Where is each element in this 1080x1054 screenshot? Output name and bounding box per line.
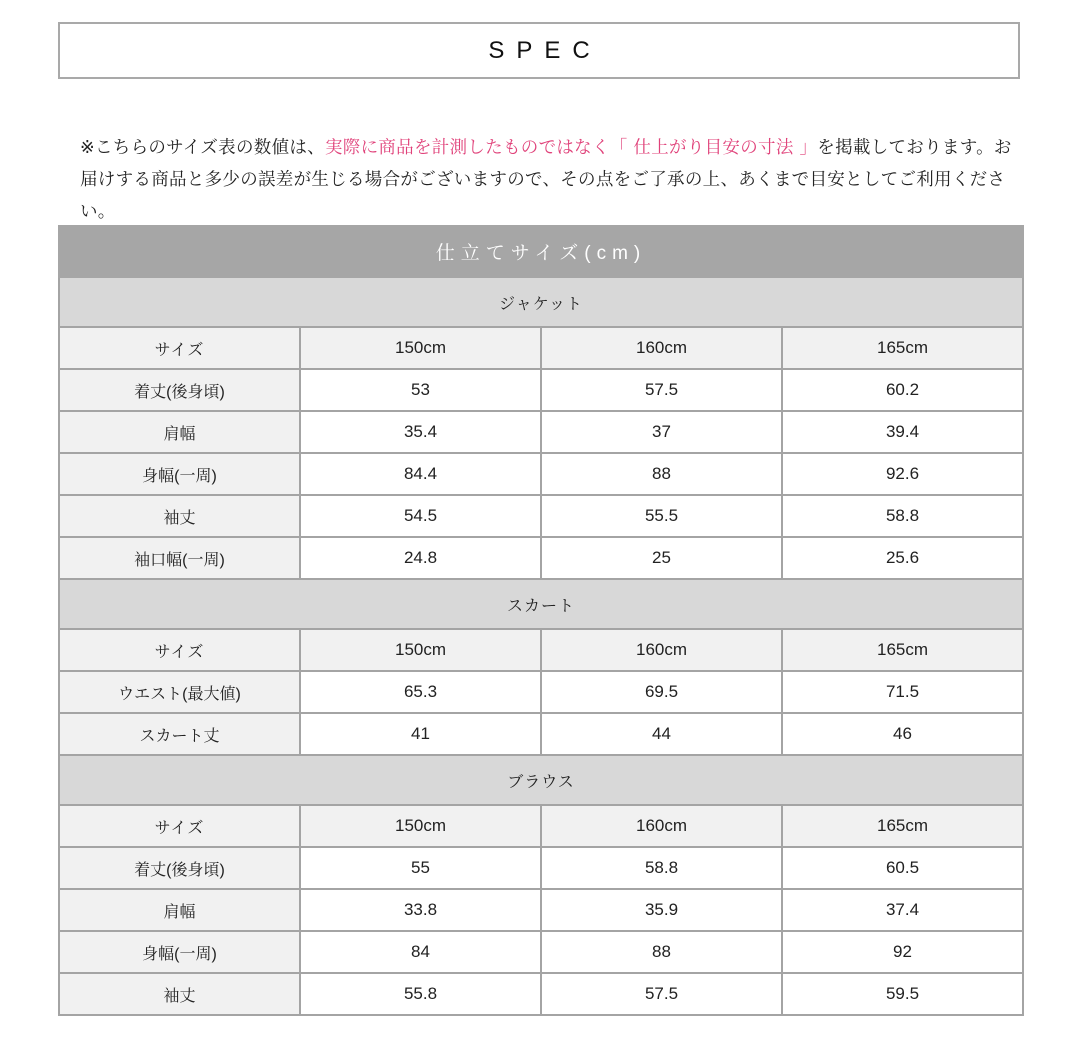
measurement-value-cell: 37 bbox=[541, 411, 782, 453]
table-row bbox=[59, 931, 1023, 973]
section-row bbox=[59, 277, 1023, 327]
measurement-value-cell: 55.8 bbox=[300, 973, 541, 1015]
header-label-cell: サイズ bbox=[59, 805, 300, 847]
measurement-value-cell: 84 bbox=[300, 931, 541, 973]
section-row bbox=[59, 579, 1023, 629]
page-title: SPEC bbox=[488, 36, 602, 64]
measurement-value-cell: 35.4 bbox=[300, 411, 541, 453]
size-header-cell: 165cm bbox=[782, 327, 1023, 369]
measurement-value-cell: 58.8 bbox=[782, 495, 1023, 537]
table-title-row bbox=[59, 226, 1023, 277]
size-header-cell: 165cm bbox=[782, 805, 1023, 847]
section-title: ジャケット bbox=[59, 277, 1023, 327]
header-label-cell: サイズ bbox=[59, 629, 300, 671]
table-row bbox=[59, 847, 1023, 889]
measurement-value-cell: 53 bbox=[300, 369, 541, 411]
table-row bbox=[59, 973, 1023, 1015]
size-header-cell: 160cm bbox=[541, 629, 782, 671]
measurement-value-cell: 69.5 bbox=[541, 671, 782, 713]
measurement-label-cell: 身幅(一周) bbox=[59, 453, 300, 495]
measurement-value-cell: 35.9 bbox=[541, 889, 782, 931]
measurement-label-cell: 袖口幅(一周) bbox=[59, 537, 300, 579]
measurement-label-cell: 袖丈 bbox=[59, 495, 300, 537]
measurement-value-cell: 54.5 bbox=[300, 495, 541, 537]
measurement-value-cell: 57.5 bbox=[541, 369, 782, 411]
measurement-label-cell: ウエスト(最大値) bbox=[59, 671, 300, 713]
measurement-value-cell: 88 bbox=[541, 453, 782, 495]
size-header-cell: 160cm bbox=[541, 805, 782, 847]
spec-header-box bbox=[58, 22, 1020, 79]
measurement-value-cell: 84.4 bbox=[300, 453, 541, 495]
table-row bbox=[59, 411, 1023, 453]
table-title: 仕立てサイズ(cm) bbox=[59, 226, 1023, 277]
size-disclaimer-note bbox=[80, 132, 1020, 228]
table-row bbox=[59, 537, 1023, 579]
measurement-value-cell: 92 bbox=[782, 931, 1023, 973]
table-row bbox=[59, 671, 1023, 713]
table-row bbox=[59, 889, 1023, 931]
section-title: スカート bbox=[59, 579, 1023, 629]
note-text-1: ※こちらのサイズ表の数値は、 bbox=[80, 137, 325, 158]
size-header-cell: 160cm bbox=[541, 327, 782, 369]
section-title: ブラウス bbox=[59, 755, 1023, 805]
measurement-value-cell: 33.8 bbox=[300, 889, 541, 931]
size-table bbox=[58, 225, 1024, 1016]
measurement-label-cell: 肩幅 bbox=[59, 889, 300, 931]
measurement-value-cell: 92.6 bbox=[782, 453, 1023, 495]
measurement-value-cell: 25 bbox=[541, 537, 782, 579]
measurement-value-cell: 59.5 bbox=[782, 973, 1023, 1015]
measurement-value-cell: 41 bbox=[300, 713, 541, 755]
table-row bbox=[59, 713, 1023, 755]
measurement-value-cell: 65.3 bbox=[300, 671, 541, 713]
measurement-value-cell: 25.6 bbox=[782, 537, 1023, 579]
table-row bbox=[59, 495, 1023, 537]
size-header-row bbox=[59, 629, 1023, 671]
measurement-value-cell: 46 bbox=[782, 713, 1023, 755]
measurement-value-cell: 24.8 bbox=[300, 537, 541, 579]
measurement-value-cell: 57.5 bbox=[541, 973, 782, 1015]
measurement-label-cell: 肩幅 bbox=[59, 411, 300, 453]
measurement-value-cell: 37.4 bbox=[782, 889, 1023, 931]
measurement-label-cell: スカート丈 bbox=[59, 713, 300, 755]
measurement-value-cell: 44 bbox=[541, 713, 782, 755]
size-header-cell: 150cm bbox=[300, 805, 541, 847]
header-label-cell: サイズ bbox=[59, 327, 300, 369]
measurement-label-cell: 着丈(後身頃) bbox=[59, 847, 300, 889]
size-header-cell: 165cm bbox=[782, 629, 1023, 671]
section-row bbox=[59, 755, 1023, 805]
note-text-2: を掲載しております。お届けする商品と多少の誤差が生じる場合がございますので、その点をご了承の上、あくまで目安としてご利用ください。 bbox=[80, 137, 1012, 222]
size-header-row bbox=[59, 327, 1023, 369]
size-header-cell: 150cm bbox=[300, 629, 541, 671]
measurement-value-cell: 71.5 bbox=[782, 671, 1023, 713]
measurement-value-cell: 88 bbox=[541, 931, 782, 973]
measurement-label-cell: 身幅(一周) bbox=[59, 931, 300, 973]
size-header-row bbox=[59, 805, 1023, 847]
measurement-value-cell: 58.8 bbox=[541, 847, 782, 889]
measurement-value-cell: 55 bbox=[300, 847, 541, 889]
table-row bbox=[59, 453, 1023, 495]
measurement-value-cell: 60.2 bbox=[782, 369, 1023, 411]
note-highlight: 実際に商品を計測したものではなく「 仕上がり目安の寸法 」 bbox=[324, 137, 818, 158]
measurement-value-cell: 60.5 bbox=[782, 847, 1023, 889]
measurement-label-cell: 着丈(後身頃) bbox=[59, 369, 300, 411]
measurement-value-cell: 55.5 bbox=[541, 495, 782, 537]
measurement-label-cell: 袖丈 bbox=[59, 973, 300, 1015]
measurement-value-cell: 39.4 bbox=[782, 411, 1023, 453]
table-row bbox=[59, 369, 1023, 411]
size-header-cell: 150cm bbox=[300, 327, 541, 369]
